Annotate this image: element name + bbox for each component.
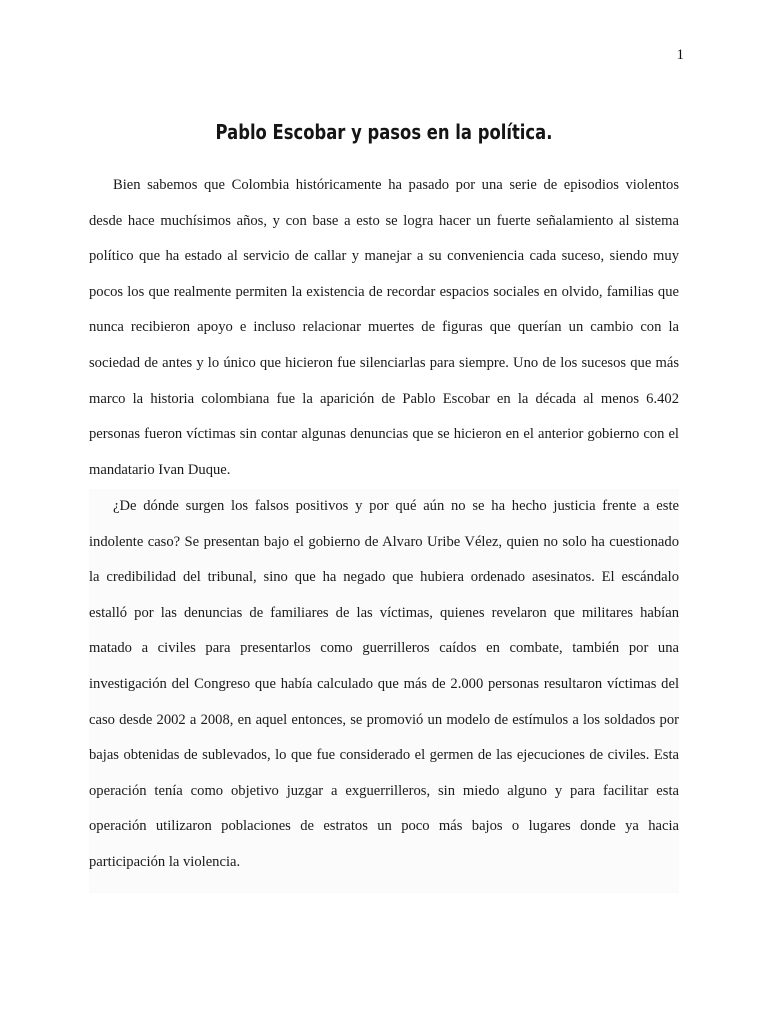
body-paragraph-2: ¿De dónde surgen los falsos positivos y por qué aún no se ha hecho justicia frente a este indolente caso? Se presentan bajo el gobierno de Alvaro Uribe Vélez, quien no solo ha cuestionado la credibilidad del tribunal, sino que ha negado que hubiera ordenado asesinatos. El escándalo estalló por las denuncias de familiares de las víctimas, quienes revelaron que militares habían matado a civiles para presentarlos como guerrilleros caídos en combate, también por una investigación del Congreso que había calculado que más de 2.000 personas resultaron víctimas del caso desde 2002 a 2008, en aquel entonces, se promovió un modelo de estímulos a los soldados por bajas obtenidas de sublevados, lo que fue considerado el germen de las ejecuciones de civiles. Esta operación tenía como objetivo juzgar a exguerrilleros, sin miedo alguno y para facilitar esta operación utilizaron poblaciones de estratos un poco más bajos o lugares donde ya hacia participación la violencia. [89,489,679,893]
document-title: Pablo Escobar y pasos en la política. [215,120,553,145]
page-number: 1 [676,47,684,63]
body-paragraph-1: Bien sabemos que Colombia históricamente ha pasado por una serie de episodios violentos desde hace muchísimos años, y con base a esto se logra hacer un fuerte señalamiento al sistema político que ha estado al servicio de callar y manejar a su conveniencia cada suceso, siendo muy pocos los que realmente permiten la existencia de recordar espacios sociales en olvido, familias que nunca recibieron apoyo e incluso relacionar muertes de figuras que querían un cambio con la sociedad de antes y lo único que hicieron fue silenciarlas para siempre. Uno de los sucesos que más marco la historia colombiana fue la aparición de Pablo Escobar en la década al menos 6.402 personas fueron víctimas sin contar algunas denuncias que se hicieron en el anterior gobierno con el mandatario Ivan Duque. [89,177,679,478]
